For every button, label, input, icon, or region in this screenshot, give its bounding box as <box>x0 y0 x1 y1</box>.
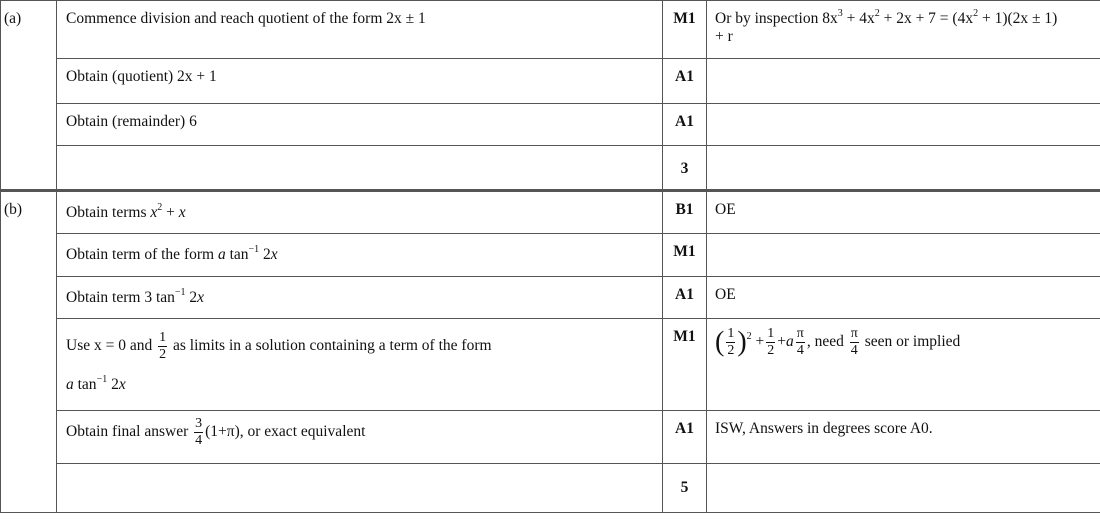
mark-total: 5 <box>663 464 707 513</box>
desc-cell: Obtain term 3 $\tan^{-1} 2x$ <box>57 277 663 319</box>
table-row <box>1 319 1100 411</box>
table-row <box>1 104 1100 146</box>
desc-cell: Obtain final answer $\frac{3}{4}$ (1+π), or exact equivalent <box>57 411 663 464</box>
desc-cell: Obtain (remainder) 6 <box>57 104 663 146</box>
mark-cell: M1 <box>663 319 707 411</box>
guidance-cell: OE <box>707 277 1100 319</box>
guidance-cell <box>707 464 1100 513</box>
desc-text: Commence division and reach quotient of the form 2x ± 1 <box>66 10 426 27</box>
desc-cell <box>57 146 663 191</box>
guidance-cell <box>707 59 1100 104</box>
desc-cell: Use x = 0 and $\frac{1}{2}$ as limits in a solution containing a term of the form a $\tan^{-1} 2x$ <box>57 319 663 411</box>
guidance-cell: ISW, Answers in degrees score A0. <box>707 411 1100 464</box>
fraction-three-quarters: $\frac{3}{4}$ <box>195 416 203 448</box>
mark-cell: A1 <box>663 59 707 104</box>
table-row <box>1 464 1100 513</box>
guidance-cell <box>707 104 1100 146</box>
guidance-cell <box>707 146 1100 191</box>
guidance-cell: Or by inspection $8x^3 + 4x^2 + 2x + 7 = (4x^2 + 1)(2x \pm 1)$ + r <box>707 1 1100 59</box>
mark-cell: A1 <box>663 104 707 146</box>
table-row <box>1 411 1100 464</box>
desc-cell: Obtain term of the form a $\tan^{-1} 2x$ <box>57 234 663 277</box>
guidance-cell: OE <box>707 191 1100 234</box>
mark-cell: A1 <box>663 277 707 319</box>
mark-cell: B1 <box>663 191 707 234</box>
desc-cell: Obtain terms $x^2 + x$ <box>57 191 663 234</box>
table-row <box>1 59 1100 104</box>
desc-cell: Obtain (quotient) 2x + 1 <box>57 59 663 104</box>
table-row <box>1 277 1100 319</box>
mark-total: 3 <box>663 146 707 191</box>
question-label: (a) <box>1 1 57 191</box>
desc-cell <box>57 1 663 59</box>
fraction-half: $\frac{1}{2}$ <box>159 330 167 362</box>
table-row <box>1 1 1100 59</box>
mark-cell: M1 <box>663 1 707 59</box>
guidance-cell <box>707 234 1100 277</box>
table-row <box>1 146 1100 191</box>
table-row <box>1 234 1100 277</box>
mark-cell: A1 <box>663 411 707 464</box>
desc-cell <box>57 464 663 513</box>
guidance-cell: ( $\frac{1}{2}$ )$^2$ + $\frac{1}{2}$ +a $\frac{\pi}{4}$ , need $\frac{\pi}{4}$ seen or implied <box>707 319 1100 411</box>
mark-cell: M1 <box>663 234 707 277</box>
question-label: (b) <box>1 191 57 513</box>
table-row <box>1 191 1100 234</box>
